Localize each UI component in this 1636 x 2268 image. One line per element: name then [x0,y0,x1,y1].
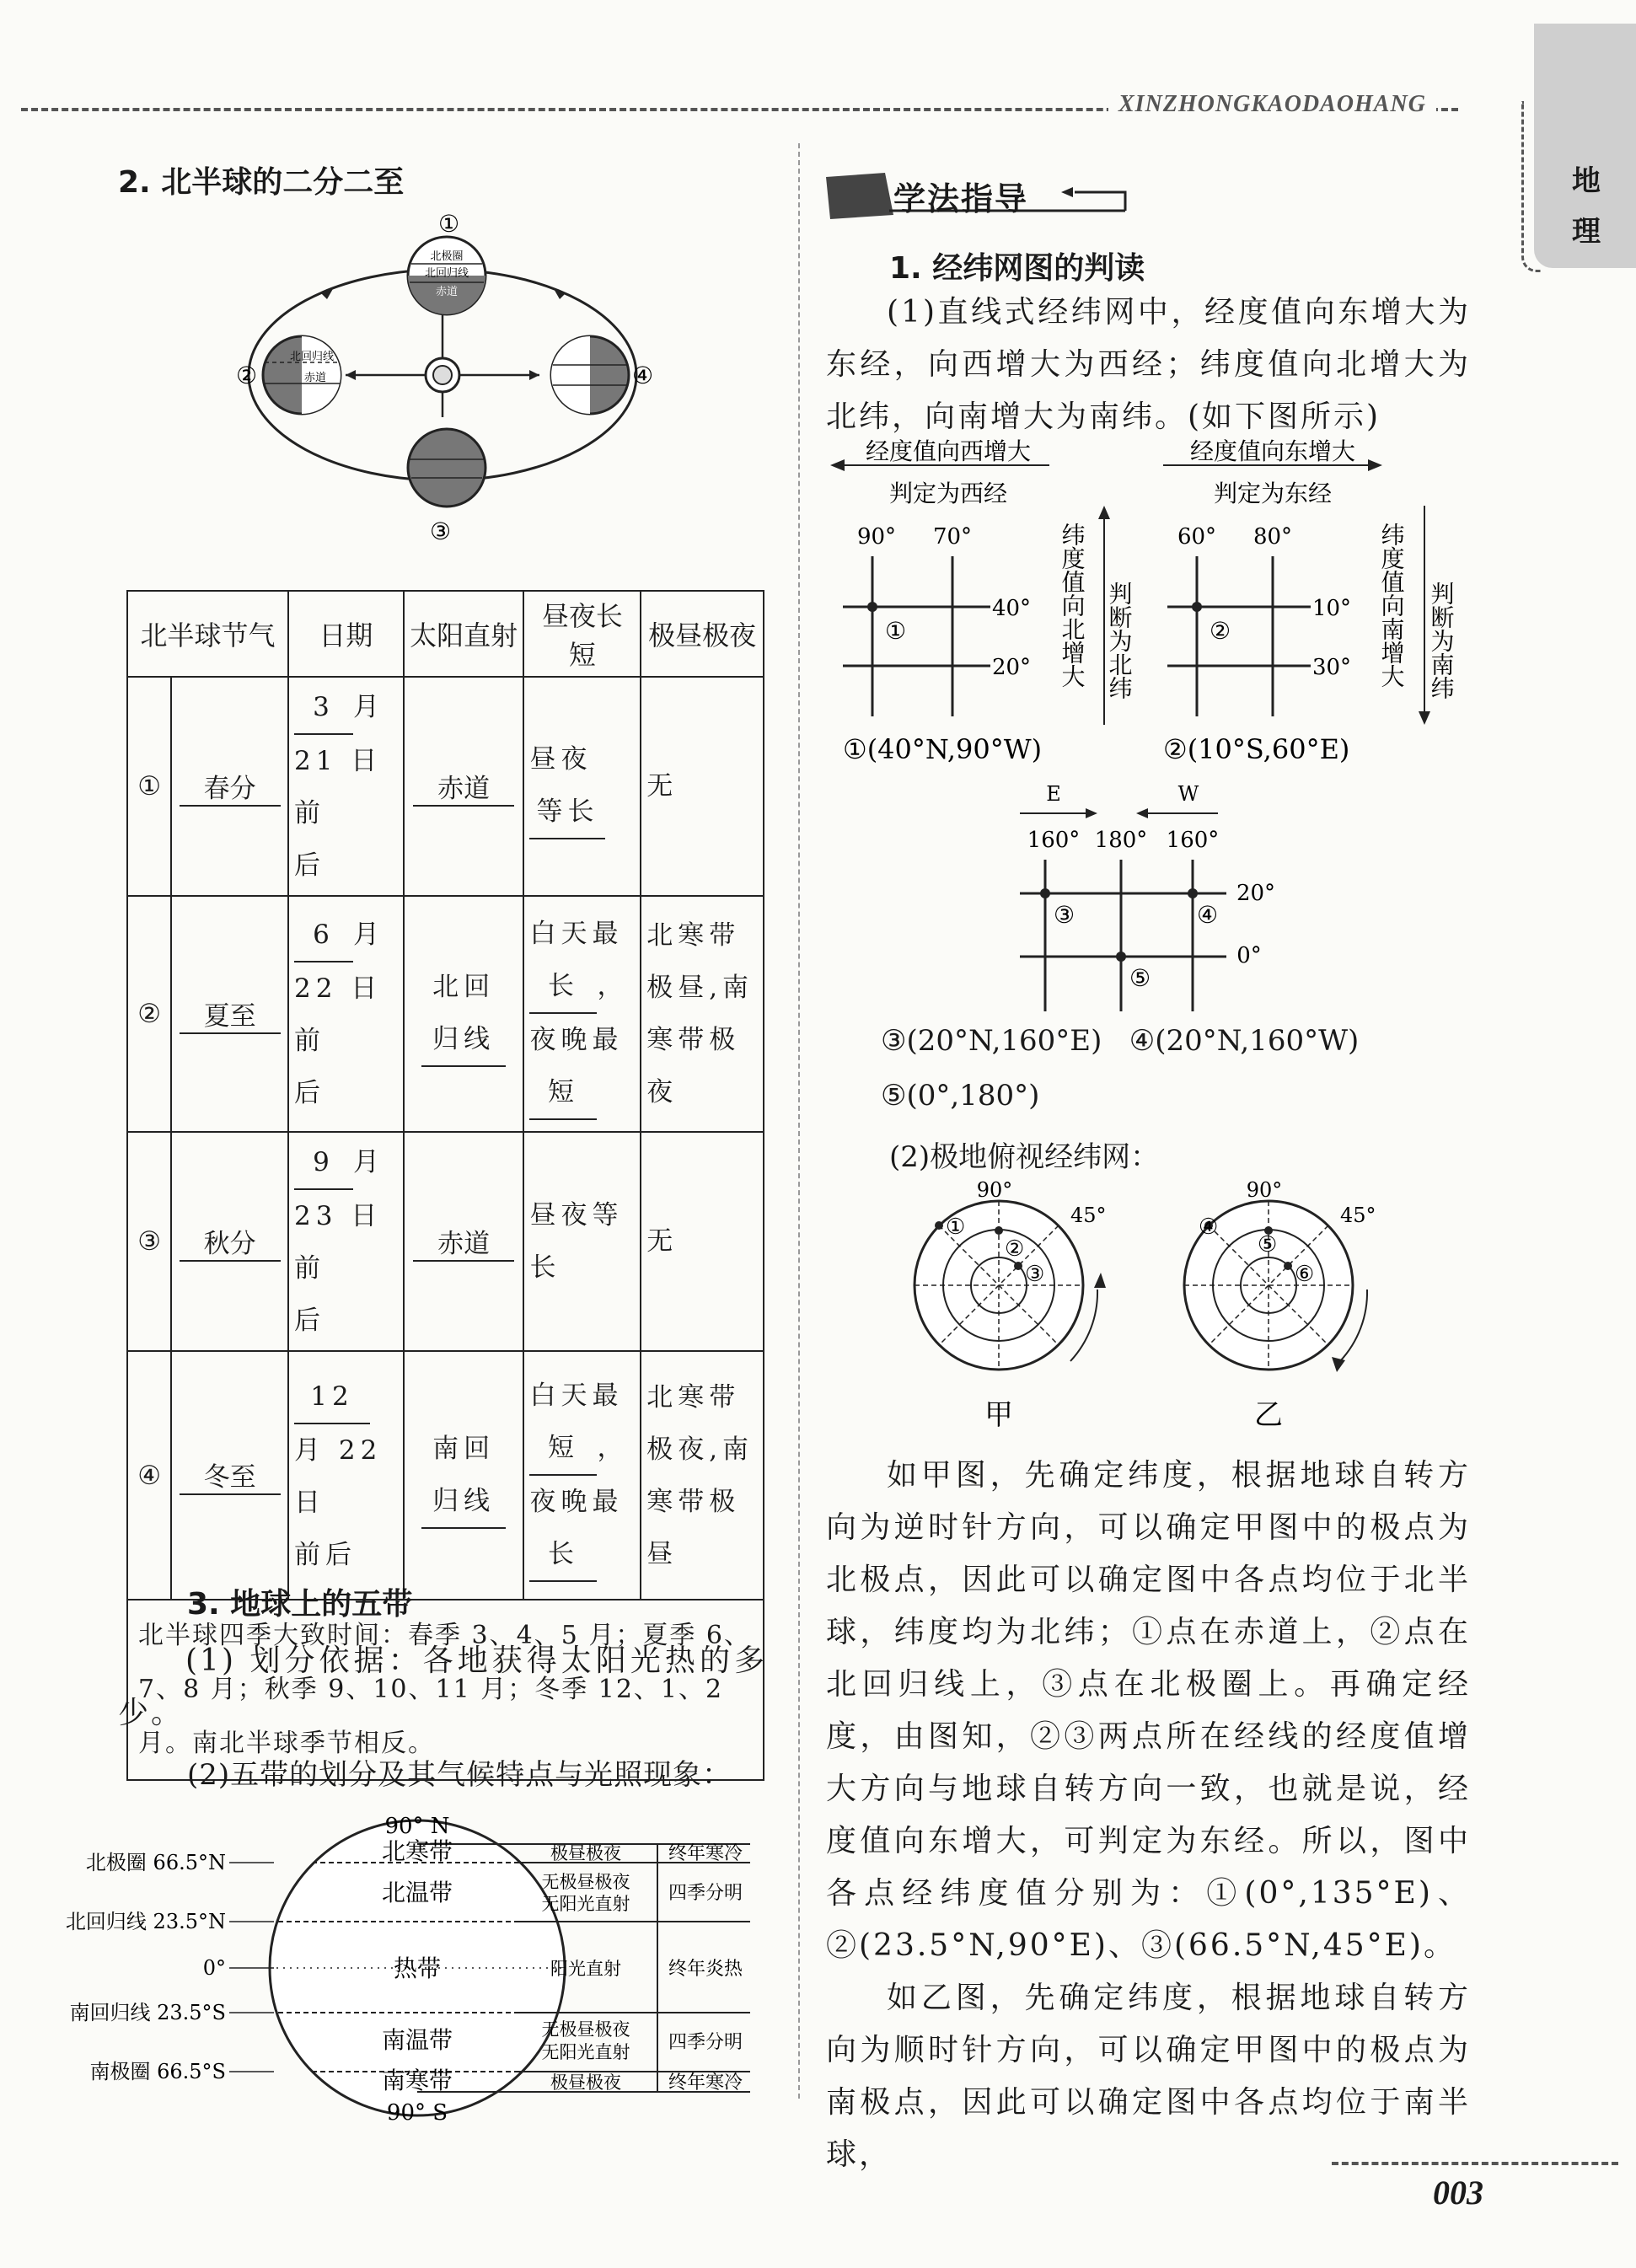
orbit-diagram [228,210,683,548]
grid-2 [1163,437,1456,765]
orbit-label-2: ② [236,362,258,389]
paragraph-1: (1)直线式经纬网中，经度值向东增大为东经，向西增大为西经；纬度值向北增大为北纬，向南增大为南纬。(如下图所示) [826,295,1471,434]
svg-text:纬度值向北增大: 纬度值向北增大 [1058,523,1086,688]
svg-text:30°: 30° [1311,655,1352,680]
section-2-title: 2. 北半球的二分二至 [118,165,405,200]
section-3-title: 3. 地球上的五带 [187,1587,413,1622]
svg-text:无极昼极夜: 无极昼极夜 [541,2019,630,2040]
svg-text:无阳光直射: 无阳光直射 [541,2042,630,2062]
svg-text:四季分明: 四季分明 [668,2032,743,2053]
svg-text:W: W [1177,782,1199,806]
svg-text:10°: 10° [1311,596,1352,621]
polar-jia [915,1178,1107,1432]
svg-text:②: ② [1210,617,1231,645]
svg-text:南回归线 23.5°S: 南回归线 23.5°S [69,2001,226,2024]
globe-3 [408,429,485,507]
svg-text:③: ③ [1025,1262,1045,1287]
svg-text:南寒带: 南寒带 [381,2067,453,2094]
svg-text:40°: 40° [991,596,1032,621]
svg-text:终年炎热: 终年炎热 [668,1959,743,1980]
column-divider [798,143,800,2099]
page-number: 003 [1433,2174,1483,2212]
globe-4 [551,336,629,414]
svg-text:⑥: ⑥ [1295,1262,1315,1287]
svg-text:80°: 80° [1252,524,1293,550]
footer-rule [1332,2162,1618,2165]
svg-text:45°: 45° [1070,1204,1107,1227]
svg-text:甲: 甲 [984,1398,1013,1432]
svg-text:20°: 20° [1236,881,1276,906]
orbit-label-4: ④ [632,362,654,389]
svg-text:⑤: ⑤ [1258,1232,1278,1257]
svg-text:北极圈 66.5°N: 北极圈 66.5°N [85,1851,226,1874]
svg-text:90° N: 90° N [384,1814,450,1839]
grid-1 [830,437,1134,765]
table-row: ① 春分 3 月 21 日前 后 赤道 昼夜 等长 无 [127,677,764,896]
svg-text:②: ② [1005,1236,1025,1262]
subject-tab-label: 地理 [1572,164,1601,249]
svg-text:⑤: ⑤ [1129,964,1151,992]
svg-text:60°: 60° [1177,524,1217,550]
svg-text:160°: 160° [1027,828,1081,853]
globe-2 [263,336,341,414]
svg-text:判断为南纬: 判断为南纬 [1427,582,1456,700]
svg-text:20°: 20° [991,655,1032,680]
svg-text:赤道: 赤道 [435,286,459,298]
svg-text:极昼极夜: 极昼极夜 [550,2072,621,2093]
svg-text:无极昼极夜: 无极昼极夜 [541,1872,630,1892]
svg-text:45°: 45° [1340,1204,1376,1227]
globe-1 [408,237,485,314]
svg-text:判定为西经: 判定为西经 [888,480,1008,507]
svg-text:赤道: 赤道 [303,372,327,384]
svg-text:北回归线: 北回归线 [289,351,335,363]
svg-text:①: ① [946,1214,966,1240]
subsection-1-title: 1. 经纬网图的判读 [889,251,1145,286]
table-header-row: 北半球节气 日期 太阳直射 昼夜长短 极昼极夜 [127,591,764,677]
svg-text:南温带: 南温带 [381,2026,453,2054]
svg-text:0°: 0° [1236,943,1262,968]
table-row: ④ 冬至 12 月 22 日 前后 南回 归线 白天最 短 ， 夜晚最 长 北寒带 极夜,南 寒带极 昼 [127,1351,764,1600]
svg-text:热带: 热带 [393,1954,442,1982]
svg-text:极昼极夜: 极昼极夜 [550,1843,621,1863]
orbit-label-3: ③ [430,517,452,545]
running-title: XINZHONGKAODAOHANG [1108,91,1436,118]
paragraph-3: 如甲图，先确定纬度，根据地球自转方向为逆时针方向，可以确定甲图中的极点为北极点，因此可以确定图中各点均位于北半球，纬度均为北纬；①点在赤道上，②点在北回归线上，③点在北极圈上。再确定经度，由图知，②③两点所在经线的经度值增大方向与地球自转方向一致，也就是说，经度值向东增大，可判定为东经。所以，图中各点经纬度值分别为：①(0°,135°E)、②(23.5°N,90°E)、③(66.5°N,45°E)。 [826,1458,1471,1963]
svg-text:判定为东经: 判定为东经 [1213,480,1333,507]
grid-5-caption: ⑤(0°,180°) [881,1079,1040,1113]
svg-text:0°: 0° [202,1956,226,1980]
paragraph-4: 如乙图，先确定纬度，根据地球自转方向为顺时针方向，可以确定甲图中的极点为南极点，因此可以确定图中各点均位于南半球， [826,1981,1471,2172]
five-zones-diagram [65,1804,784,2126]
orbit-label-1: ① [438,210,460,238]
table-row: ③ 秋分 9 月 23 日前 后 赤道 昼夜等 长 无 [127,1132,764,1351]
svg-text:北回归线: 北回归线 [424,267,469,280]
banner-title: 学法指导 [893,180,1029,217]
svg-text:北回归线 23.5°N: 北回归线 23.5°N [65,1910,226,1933]
svg-text:④: ④ [1199,1214,1219,1240]
grid-diagram-1-2 [826,438,1483,775]
svg-text:160°: 160° [1166,828,1220,853]
grid-1-caption: ①(40°N,90°W) [843,733,1043,765]
sec3-paragraph-2: (2)五带的划分及其气候特点与光照现象： [187,1758,732,1792]
season-note: 北半球四季大致时间：春季 3、4、5 月；夏季 6、7、8 月；秋季 9、10、11 月；冬季 12、1、2 月。南北半球季节相反。 [127,1600,764,1780]
svg-text:乙: 乙 [1254,1398,1283,1432]
polar-views [893,1180,1483,1441]
svg-text:终年寒冷: 终年寒冷 [668,2072,743,2094]
svg-text:90°: 90° [976,1178,1013,1202]
svg-text:北极圈: 北极圈 [430,250,464,263]
grid-diagram-3 [1003,775,1290,1020]
svg-text:经度值向东增大: 经度值向东增大 [1189,437,1356,465]
svg-text:北温带: 北温带 [381,1879,453,1906]
polar-yi [1184,1178,1376,1432]
svg-text:70°: 70° [932,524,973,550]
grid-2-caption: ②(10°S,60°E) [1163,733,1350,765]
svg-text:无阳光直射: 无阳光直射 [541,1894,630,1914]
svg-text:90°: 90° [1246,1178,1283,1202]
svg-text:判断为北纬: 判断为北纬 [1105,582,1134,700]
svg-text:经度值向西增大: 经度值向西增大 [865,437,1032,465]
svg-text:北寒带: 北寒带 [381,1837,453,1865]
table-row: ② 夏至 6 月 22 日前 后 北回 归线 白天最 长 ， 夜晚最 短 北寒带 极昼,南 寒带极 夜 [127,896,764,1132]
svg-text:纬度值向南增大: 纬度值向南增大 [1377,523,1406,688]
svg-text:90° S: 90° S [386,2100,448,2126]
tab-outline [1521,101,1541,272]
svg-text:南极圈 66.5°S: 南极圈 66.5°S [89,2060,226,2083]
grid-3-caption: ③(20°N,160°E) ④(20°N,160°W) [881,1024,1360,1058]
svg-text:180°: 180° [1094,828,1148,853]
svg-text:①: ① [885,617,907,645]
svg-text:四季分明: 四季分明 [668,1883,743,1904]
svg-text:90°: 90° [856,524,897,550]
svg-text:E: E [1046,782,1061,806]
svg-text:阳光直射: 阳光直射 [550,1959,621,1979]
paragraph-2: (2)极地俯视经纬网： [889,1140,1160,1174]
svg-text:③: ③ [1054,901,1075,929]
svg-text:④: ④ [1197,901,1219,929]
sec3-paragraph-1: (1) 划分依据：各地获得太阳光热的多少。 [118,1643,767,1730]
svg-text:终年寒冷: 终年寒冷 [668,1843,743,1864]
